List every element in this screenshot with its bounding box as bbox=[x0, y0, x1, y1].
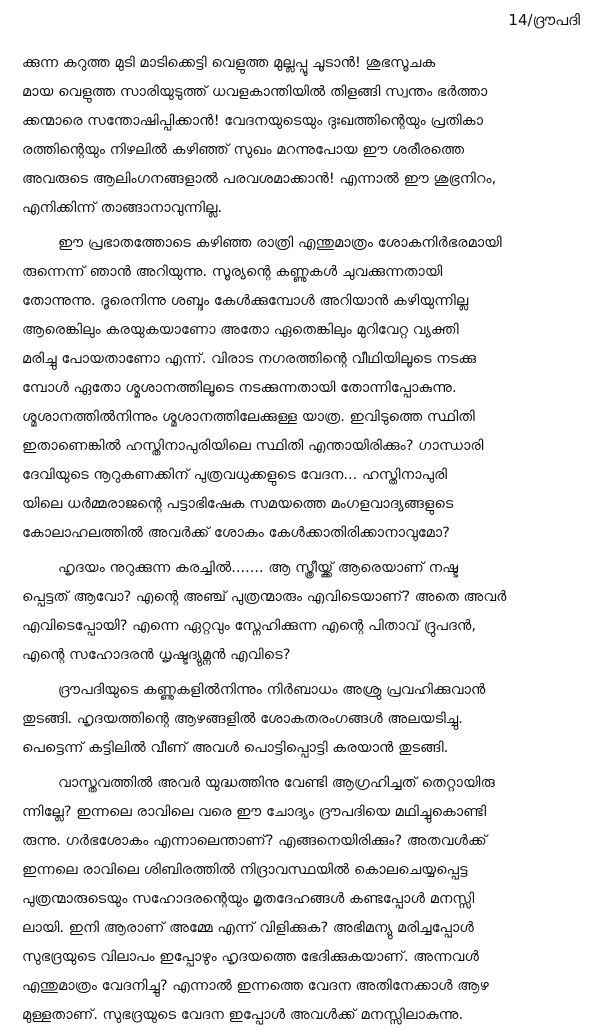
text-line: മുള്ളതാണ്. സുഭദ്രയുടെ വേദന ഇപ്പോൾ അവൾക്ക് മനസ്സിലാകുന്നു. bbox=[22, 1006, 464, 1023]
text-line: യിലെ ധർമ്മരാജന്റെ പട്ടാഭിഷേക സമയത്തെ മംഗളവാദ്യങ്ങളുടെ bbox=[22, 495, 454, 512]
text-line: രത്തിന്റെയും നിഴലിൽ കഴിഞ്ഞ് സുഖം മറന്നുപോയ ഈ ശരീരത്തെ bbox=[22, 141, 465, 158]
text-line: എവിടെപ്പോയി? എന്നെ ഏറ്റവും സ്നേഹിക്കുന്ന എന്റെ പിതാവ് ദ്രുപദൻ, bbox=[22, 617, 476, 634]
paragraph-5 bbox=[22, 768, 584, 1029]
text-line: ഇതാണെങ്കിൽ ഹസ്തിനാപുരിയിലെ സ്ഥിതി എന്തായിരിക്കും? ഗാന്ധാരി bbox=[22, 437, 484, 454]
text-line: ലായി. ഇനി ആരാണ് അമ്മേ എന്ന് വിളിക്കുക? അഭിമന്യു മരിച്ചപ്പോൾ bbox=[22, 919, 474, 936]
paragraph-4 bbox=[22, 675, 584, 762]
text-line: എനിക്കിന്ന് താങ്ങാനാവുന്നില്ല. bbox=[22, 199, 223, 216]
paragraph-3 bbox=[22, 553, 584, 669]
text-line: ആരെങ്കിലും കരയുകയാണോ അതോ ഏതെങ്കിലും മുറിവേറ്റ വ്യക്തി bbox=[22, 321, 459, 338]
text-line: മായ വെളുത്ത സാരിയുടുത്ത് ധവളകാന്തിയിൽ തിളങ്ങി സ്വന്തം ഭർത്താ bbox=[22, 83, 488, 100]
text-line: ഹൃദയം നുറുക്കുന്ന കരച്ചിൽ....... ആ സ്ത്രീയ്ക്ക് ആരെയാണ് നഷ്ട bbox=[58, 559, 459, 576]
page-header: 14/ദ്രൗപദി bbox=[508, 11, 580, 29]
text-line: ശ്മശാനത്തിൽനിന്നും ശ്മശാനത്തിലേക്കുള്ള യാത്ര. ഇവിടുത്തെ സ്ഥിതി bbox=[22, 408, 475, 425]
text-line: ദ്രൗപദിയുടെ കണ്ണുകളിൽനിന്നും നിർബാധം അശ്രു പ്രവഹിക്കുവാൻ bbox=[58, 681, 486, 698]
text-line: ന്നില്ലേ? ഇന്നലെ രാവിലെ വരെ ഈ ചോദ്യം ദ്രൗപദിയെ മഥിച്ചുകൊണ്ടി bbox=[22, 803, 487, 820]
text-line: തോന്നുന്നു. ദൂരെനിന്നു ശബ്ദം കേൾക്കുമ്പോൾ അറിയാൻ കഴിയുന്നില്ല bbox=[22, 292, 469, 309]
text-line: എന്റെ സഹോദരൻ ധൃഷ്ടദ്യുമ്നൻ എവിടെ? bbox=[22, 646, 291, 663]
text-line: കോലാഹലത്തിൽ അവർക്ക് ശോകം കേൾക്കാതിരിക്കാനാവുമോ? bbox=[22, 524, 450, 541]
text-line: ക്കന്മാരെ സന്തോഷിപ്പിക്കാൻ! വേദനയുടെയും ദുഃഖത്തിന്റെയും പ്രതികാ bbox=[22, 112, 483, 129]
text-line: പുത്രന്മാരുടെയും സഹോദരന്റെയും മൃതദേഹങ്ങൾ കണ്ടപ്പോൾ മനസ്സി bbox=[22, 890, 475, 907]
text-line: മ്പോൾ ഏതോ ശ്മശാനത്തിലൂടെ നടക്കുന്നതായി തോന്നിപ്പോകുന്നു. bbox=[22, 379, 457, 396]
text-line: രുന്നെന്ന് ഞാൻ അറിയുന്നു. സൂര്യന്റെ കണ്ണുകൾ ചുവക്കുന്നതായി bbox=[22, 263, 443, 280]
text-line: സുഭദ്രയുടെ വിലാപം ഇപ്പോഴും ഹൃദയത്തെ ഭേദിക്കുകയാണ്. അന്നവൾ bbox=[22, 948, 479, 965]
text-line: ക്കുന്ന കറുത്ത മുടി മാടിക്കെട്ടി വെളുത്ത മുല്ലപ്പൂ ചൂടാൻ! ശുഭസൂചക bbox=[22, 54, 436, 71]
text-line: എന്തുമാത്രം വേദനിച്ചു? എന്നാൽ ഇന്നത്തെ വേദന അതിനേക്കാൾ ആഴ bbox=[22, 977, 489, 994]
text-line: മരിച്ചു പോയതാണോ എന്ന്. വിരാട നഗരത്തിന്റെ വീഥിയിലൂടെ നടക്കു bbox=[22, 350, 477, 367]
text-line: പെട്ടെന്ന് കട്ടിലിൽ വീണ് അവൾ പൊട്ടിപ്പൊട്ടി കരയാൻ തുടങ്ങി. bbox=[22, 739, 449, 756]
text-line: തുടങ്ങി. ഹൃദയത്തിന്റെ ആഴങ്ങളിൽ ശോകതരംഗങ്ങൾ അലയടിച്ചു. bbox=[22, 710, 463, 727]
text-line: പ്പെട്ടത് ആവോ? എന്റെ അഞ്ച് പുത്രന്മാരും എവിടെയാണ്? അതെ അവർ bbox=[22, 588, 507, 605]
text-line: അവരുടെ ആലിംഗനങ്ങളാൽ പരവശമാക്കാൻ! എന്നാൽ ഈ ശുഭ്രനിറം, bbox=[22, 170, 497, 187]
paragraph-1 bbox=[22, 48, 584, 222]
text-line: രുന്നു. ഗർഭശോകം എന്നാലെന്താണ്? എങ്ങനെയിരിക്കും? അതവൾക്ക് bbox=[22, 832, 487, 849]
text-line: ഇന്നലെ രാവിലെ ശിബിരത്തിൽ നിദ്രാവസ്ഥയിൽ കൊലചെയ്യപ്പെട്ട bbox=[22, 861, 468, 878]
text-line: ദേവിയുടെ നൂറുകണക്കിന് പുത്രവധുക്കളുടെ വേദന... ഹസ്തിനാപുരി bbox=[22, 466, 448, 483]
text-line: വാസ്തവത്തിൽ അവർ യുദ്ധത്തിനു വേണ്ടി ആഗ്രഹിച്ചത് തെറ്റായിരു bbox=[58, 774, 495, 791]
paragraph-2 bbox=[22, 228, 584, 547]
text-line: ഈ പ്രഭാതത്തോടെ കഴിഞ്ഞ രാത്രി എന്തുമാത്രം ശോകനിർഭരമായി bbox=[58, 234, 502, 251]
